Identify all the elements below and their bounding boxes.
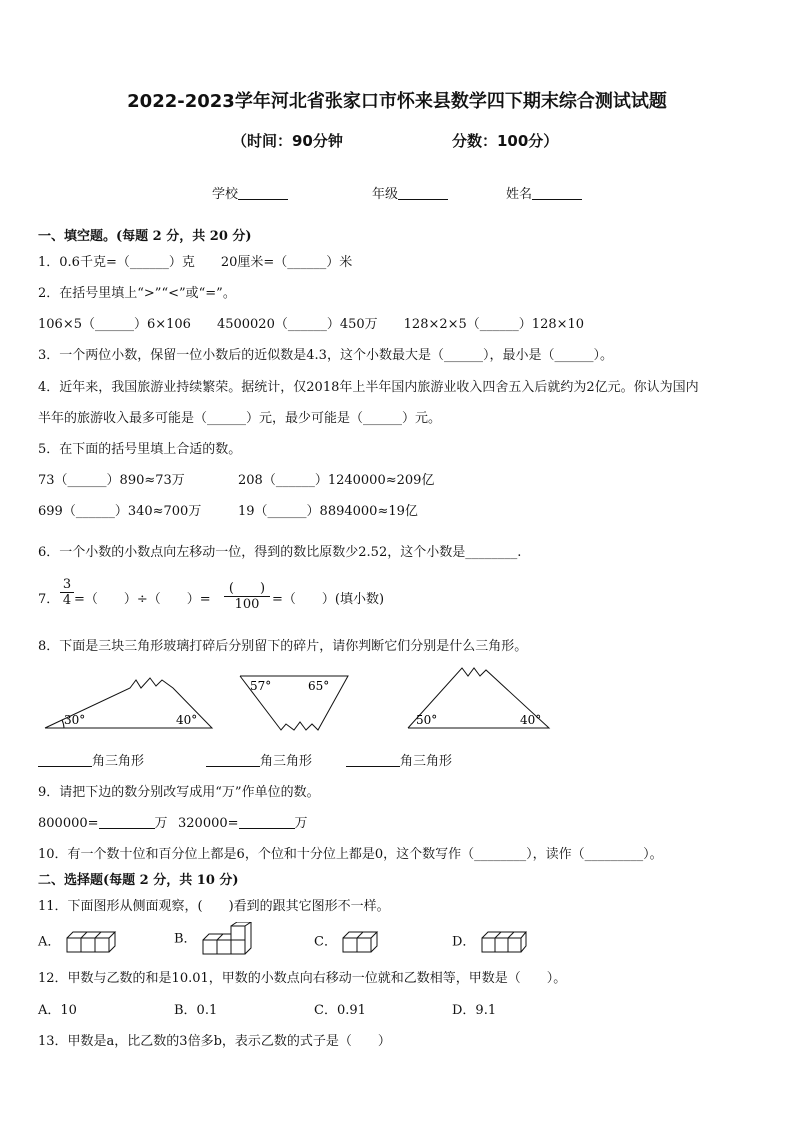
question-7-end: =（ ）(填小数) <box>272 592 385 607</box>
name-label: 姓名 <box>506 187 533 202</box>
tri2-angle-a: 57° <box>250 679 272 693</box>
question-4-line1: 4．近年来，我国旅游业持续繁荣。据统计，仅2018年上半年国内旅游业收入四舍五入后就约为2亿元。你认为国内 <box>38 380 699 395</box>
fraction-denominator: 4 <box>62 593 72 608</box>
question-1: 1．0.6千克=（______）克 20厘米=（______）米 <box>38 255 353 270</box>
unit-wan: 万 <box>294 816 308 831</box>
cube-figure-b-icon <box>201 922 257 956</box>
option-label: C． <box>314 934 337 950</box>
question-5-a2: 208（______）1240000≈209亿 <box>238 473 435 488</box>
triangle-suffix: 角三角形 <box>400 754 453 769</box>
question-9-b[interactable] <box>178 812 308 831</box>
option-12-a[interactable]: A．10 <box>38 1003 77 1018</box>
school-field[interactable] <box>212 183 288 202</box>
question-5-b2: 19（______）8894000≈19亿 <box>238 504 418 519</box>
unit-wan: 万 <box>154 816 168 831</box>
option-11-a[interactable] <box>38 930 117 954</box>
school-label: 学校 <box>212 187 239 202</box>
tri3-angle-a: 50° <box>416 713 438 727</box>
triangle-answer-1[interactable] <box>38 750 144 769</box>
option-label: D． <box>452 934 476 950</box>
fraction-over-100 <box>224 577 270 612</box>
option-label: A． <box>38 934 61 950</box>
question-9-a[interactable] <box>38 812 168 831</box>
name-field[interactable] <box>506 183 582 202</box>
tri1-angle-a: 30° <box>64 713 86 727</box>
question-3: 3．一个两位小数，保留一位小数后的近似数是4.3，这个小数最大是（______），最小是（______）。 <box>38 348 613 363</box>
question-2: 2．在括号里填上“>”“<”或“=”。 <box>38 286 236 301</box>
option-12-b[interactable]: B．0.1 <box>174 1003 218 1018</box>
fraction-3-4 <box>60 577 74 608</box>
section2-heading: 二、选择题(每题 2 分，共 10 分) <box>38 873 239 888</box>
question-7-prefix: 7． <box>38 592 60 607</box>
question-11: 11．下面图形从侧面观察，( )看到的跟其它图形不一样。 <box>38 899 390 914</box>
option-label: B． <box>174 931 197 947</box>
grade-field[interactable] <box>372 183 448 202</box>
question-8: 8．下面是三块三角形玻璃打碎后分别留下的碎片，请你判断它们分别是什么三角形。 <box>38 639 528 654</box>
triangle-fragment-1 <box>40 670 220 735</box>
grade-label: 年级 <box>372 187 399 202</box>
question-7-mid: =（ ）÷（ ）= <box>74 592 211 607</box>
fraction-numerator: 3 <box>60 577 74 593</box>
option-12-d[interactable]: D．9.1 <box>452 1003 497 1018</box>
question-12: 12．甲数与乙数的和是10.01，甲数的小数点向右移动一位就和乙数相等，甲数是（ ）。 <box>38 971 567 986</box>
cube-figure-d-icon <box>480 930 528 954</box>
triangle-fragment-3 <box>404 662 554 734</box>
question-9-a-label: 800000= <box>38 816 99 831</box>
triangle-suffix: 角三角形 <box>260 754 313 769</box>
triangle-fragment-2 <box>236 672 356 738</box>
question-5-a1: 73（______）890≈73万 <box>38 473 185 488</box>
triangle-answer-2[interactable] <box>206 750 312 769</box>
question-4-line2: 半年的旅游收入最多可能是（______）元，最少可能是（______）元。 <box>38 411 442 426</box>
page-title: 2022-2023学年河北省张家口市怀来县数学四下期末综合测试试题 <box>127 91 667 112</box>
cube-figure-a-icon <box>65 930 117 954</box>
time-info: （时间：90分钟 <box>232 132 343 150</box>
option-11-c[interactable] <box>314 930 383 954</box>
tri3-angle-b: 40° <box>520 713 542 727</box>
cube-figure-c-icon <box>341 930 383 954</box>
question-10: 10．有一个数十位和百分位上都是6，个位和十分位上都是0，这个数写作（________），读作（_________）。 <box>38 847 663 862</box>
tri2-angle-b: 65° <box>308 679 330 693</box>
option-12-c[interactable]: C．0.91 <box>314 1003 366 1018</box>
section1-heading: 一、填空题。(每题 2 分，共 20 分) <box>38 229 252 244</box>
fraction-numerator-blank: ( ) <box>224 577 270 597</box>
question-13: 13．甲数是a，比乙数的3倍多b，表示乙数的式子是（ ） <box>38 1034 391 1049</box>
question-9-b-label: 320000= <box>178 816 239 831</box>
question-2-items: 106×5（______）6×106 4500020（______）450万 128×2×5（______）128×10 <box>38 317 585 332</box>
triangle-suffix: 角三角形 <box>92 754 145 769</box>
fraction-denominator-100: 100 <box>234 597 260 612</box>
question-9: 9．请把下边的数分别改写成用“万”作单位的数。 <box>38 785 320 800</box>
question-5: 5．在下面的括号里填上合适的数。 <box>38 442 242 457</box>
option-11-d[interactable] <box>452 930 528 954</box>
score-info: 分数：100分） <box>452 132 559 150</box>
triangle-answer-3[interactable] <box>346 750 452 769</box>
question-6: 6．一个小数的小数点向左移动一位，得到的数比原数少2.52，这个小数是________. <box>38 545 522 560</box>
option-11-b[interactable] <box>174 922 257 956</box>
question-5-b1: 699（______）340≈700万 <box>38 504 202 519</box>
tri1-angle-b: 40° <box>176 713 198 727</box>
